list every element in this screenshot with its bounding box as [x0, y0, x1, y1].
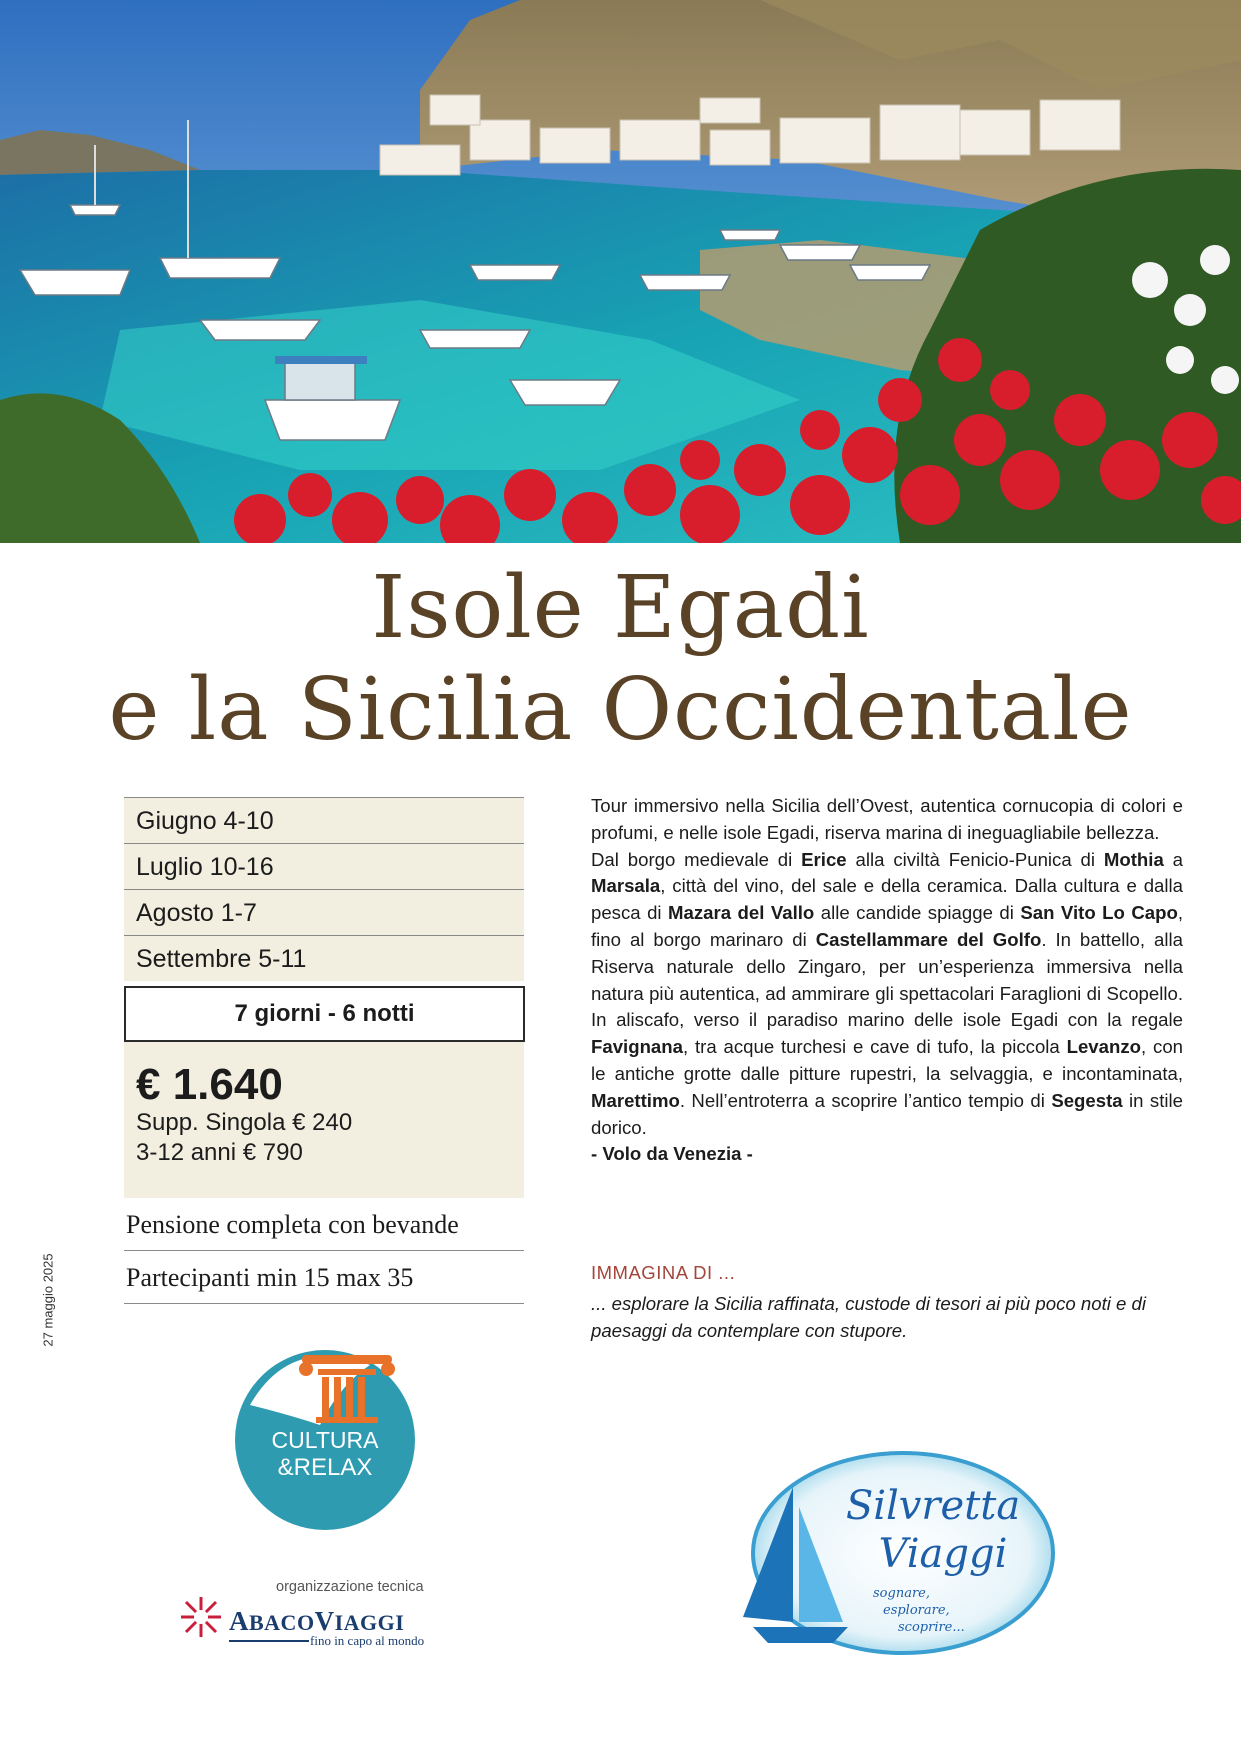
- place-levanzo: Levanzo: [1066, 1036, 1142, 1058]
- cultura-text-1: CULTURA: [271, 1427, 379, 1453]
- date-row-settembre: Settembre 5-11: [124, 935, 524, 981]
- publication-date: 27 maggio 2025: [40, 1253, 56, 1347]
- cultura-text-2: &RELAX: [277, 1454, 373, 1481]
- silvretta-viaggi-logo: [733, 1447, 1063, 1659]
- info-board: Pensione completa con bevande: [124, 1198, 524, 1251]
- place-mazara: Mazara del Vallo: [668, 902, 815, 924]
- description-intro: Tour immersivo nella Sicilia dell’Ovest, autentica cornucopia di colori e profumi, e nelle isole Egadi, riserva marina di ineguagliabile bellezza.: [591, 795, 1183, 843]
- hero-photo: [0, 0, 1241, 543]
- silvretta-tag-2: esplorare,: [883, 1603, 950, 1618]
- silvretta-text-1: Silvretta: [845, 1483, 1021, 1529]
- place-favignana: Favignana: [591, 1036, 683, 1058]
- description-body: Dal borgo medievale di Erice alla civiltà Fenicio-Punica di Mothia a Marsala, città del vino, del sale e della ceramica. Dalla cultura e dalla pesca di Mazara del Vallo alle candide spiagge di San Vito Lo Capo, fino al borgo marinaro di Castellammare del Golfo. In battello, alla Riserva naturale dello Zingaro, per un’esperienza immersiva nella natura più autentica, ad ammirare gli spettacolari Faraglioni di Scopello. In aliscafo, verso il paradiso marino delle isole Egadi con la regale Favignana, tra acque turchesi e cave di tufo, la piccola Levanzo, con le antiche grotte dalle pitture rupestri, la selvaggia, e incontaminata, Marettimo. Nell’entroterra a scoprire l’antico tempio di Segesta in stile dorico.: [591, 848, 1184, 1138]
- date-row-giugno: Giugno 4-10: [124, 797, 524, 843]
- tour-description: [591, 793, 1183, 1168]
- silvretta-text-2: Viaggi: [878, 1531, 1008, 1577]
- price-single-supplement: Supp. Singola € 240: [136, 1109, 353, 1136]
- imagina-heading: IMMAGINA DI ...: [591, 1262, 736, 1283]
- silvretta-tag-3: scoprire...: [898, 1620, 965, 1635]
- page-title: [0, 558, 1241, 760]
- date-row-agosto: Agosto 1-7: [124, 889, 524, 935]
- info-participants: Partecipanti min 15 max 35: [124, 1251, 524, 1304]
- flight-note: - Volo da Venezia -: [591, 1143, 753, 1165]
- price-main: € 1.640: [136, 1060, 283, 1109]
- abaco-caption: organizzazione tecnica: [276, 1579, 424, 1595]
- place-erice: Erice: [801, 848, 847, 870]
- place-marettimo: Marettimo: [591, 1089, 680, 1111]
- info-rows: [124, 1198, 524, 1304]
- place-castellammare: Castellammare del Golfo: [815, 928, 1042, 950]
- date-row-luglio: Luglio 10-16: [124, 843, 524, 889]
- title-line-2: e la Sicilia Occidentale: [108, 660, 1133, 760]
- duration-box: 7 giorni - 6 notti: [124, 986, 525, 1042]
- abaco-name: ABACOVIAGGI: [229, 1606, 405, 1636]
- abaco-swirl-icon: [176, 1592, 226, 1642]
- place-mothia: Mothia: [1103, 848, 1164, 870]
- abaco-tagline: fino in capo al mondo: [310, 1633, 425, 1648]
- hero-illustration: [0, 0, 1241, 543]
- departure-dates-list: [124, 797, 524, 981]
- place-san-vito: San Vito Lo Capo: [1020, 902, 1178, 924]
- cultura-relax-logo: [230, 1345, 420, 1535]
- place-marsala: Marsala: [591, 875, 661, 897]
- imagina-text: ... esplorare la Sicilia raffinata, custode di tesori ai più poco noti e di paesaggi da contemplare con stupore.: [591, 1293, 1147, 1341]
- price-box: [124, 1042, 524, 1198]
- price-children: 3-12 anni € 790: [136, 1139, 303, 1166]
- place-segesta: Segesta: [1051, 1089, 1123, 1111]
- silvretta-tag-1: sognare,: [873, 1586, 930, 1601]
- title-line-1: Isole Egadi: [371, 558, 870, 658]
- abaco-rule: [229, 1640, 309, 1642]
